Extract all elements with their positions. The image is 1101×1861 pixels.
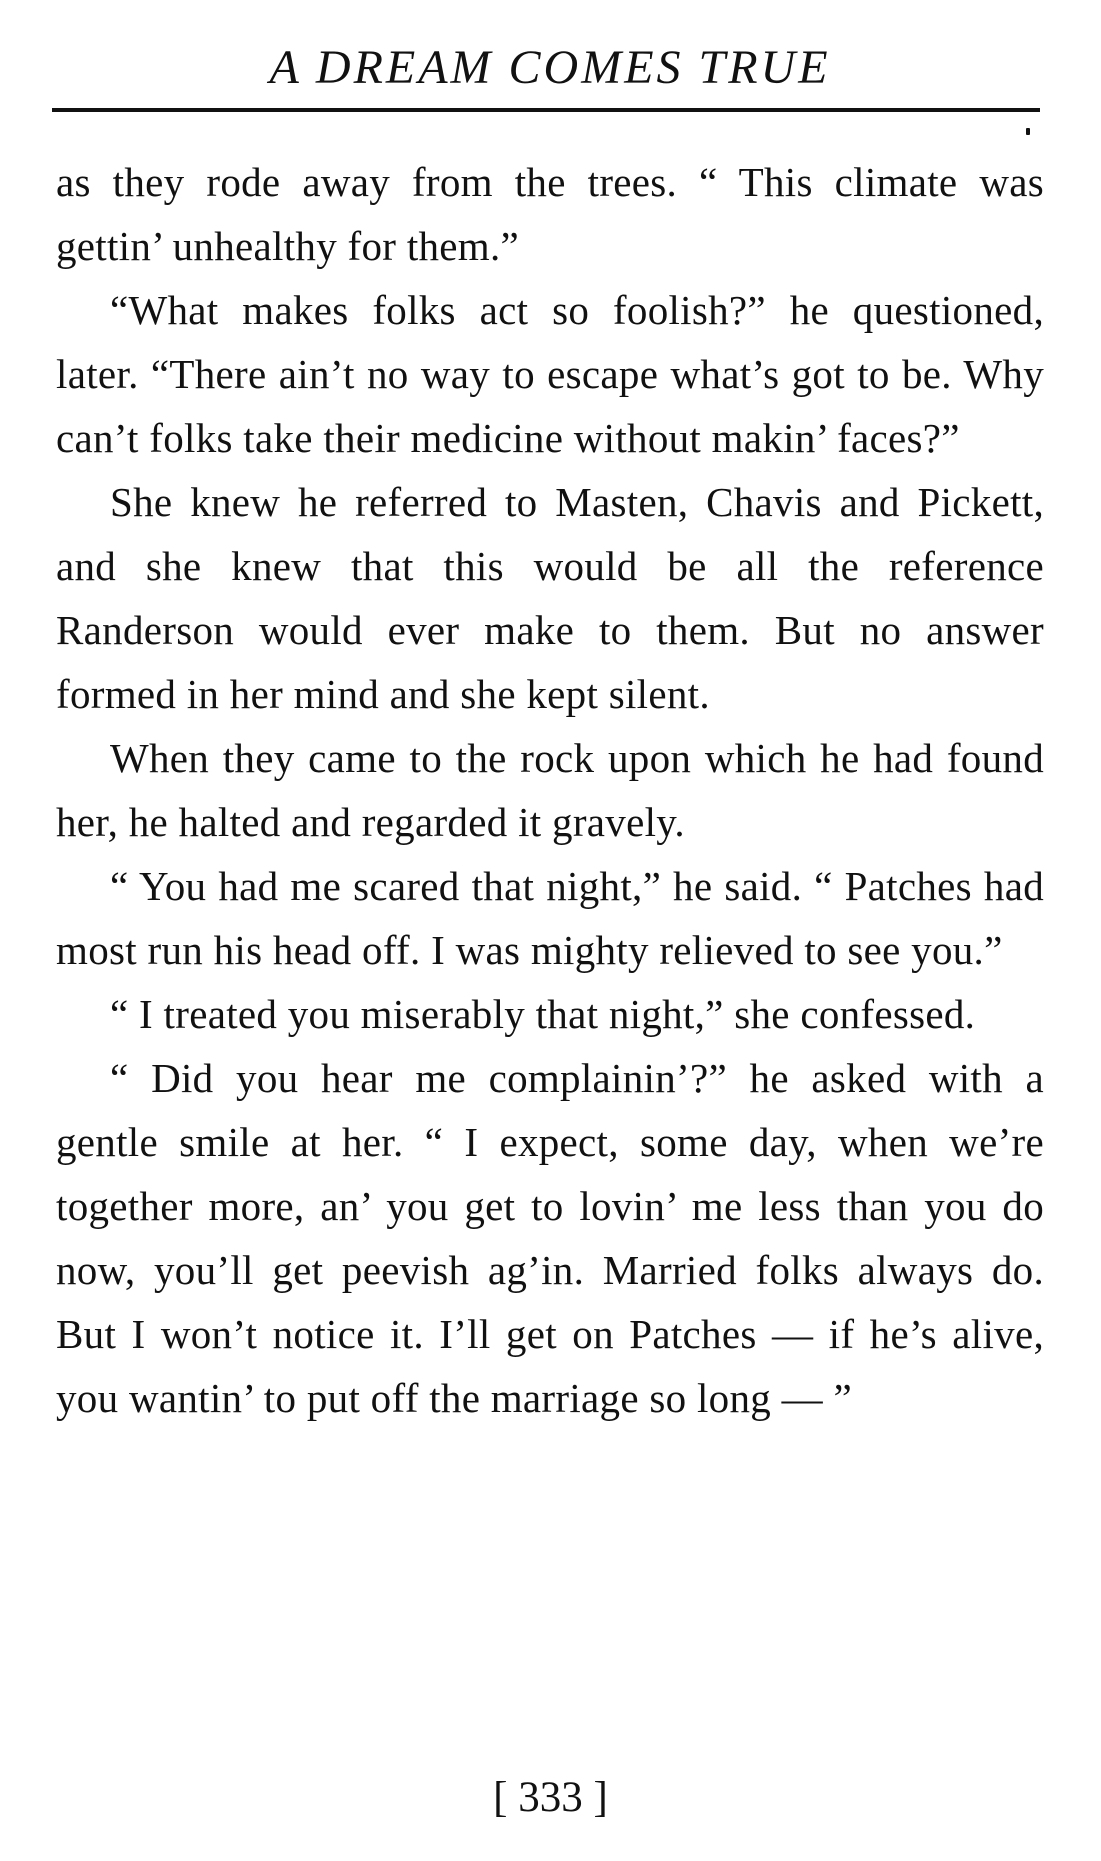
paragraph: “What makes folks act so foolish?” he questioned, later. “There ain’t no way to escape what’s got to be. Why can’t folks take their medicine without makin’ faces?” (56, 287, 1044, 461)
paragraph: When they came to the rock upon which he had found her, he halted and regarded it gravely. (56, 735, 1044, 845)
page-number: [ 333 ] (493, 1774, 608, 1821)
paragraph-continued: as they rode away from the trees. “ This climate was gettin’ unhealthy for them.” (56, 159, 1044, 269)
paragraph: “ You had me scared that night,” he said. “ Patches had most run his head off. I was mighty relieved to see you.” (56, 863, 1044, 973)
running-head: A DREAM COMES TRUE (269, 41, 831, 94)
body-text (56, 150, 1044, 1430)
paragraph: She knew he referred to Masten, Chavis and Pickett, and she knew that this would be all the reference Randerson would ever make to them. But no answer formed in her mind and she kept silent. (56, 479, 1044, 717)
header-rule (52, 108, 1040, 112)
paragraph: “ I treated you miserably that night,” she confessed. (110, 991, 976, 1037)
paragraph: “ Did you hear me complainin’?” he asked with a gentle smile at her. “ I expect, some day, when we’re together more, an’ you get to lovin’ me less than you do now, you’ll get peevish ag’in. Married folks always do. But I won’t notice it. I’ll get on Patches — if he’s alive, you wantin’ to put off the marriage so long — ” (56, 1055, 1044, 1421)
print-speck (1026, 128, 1030, 135)
